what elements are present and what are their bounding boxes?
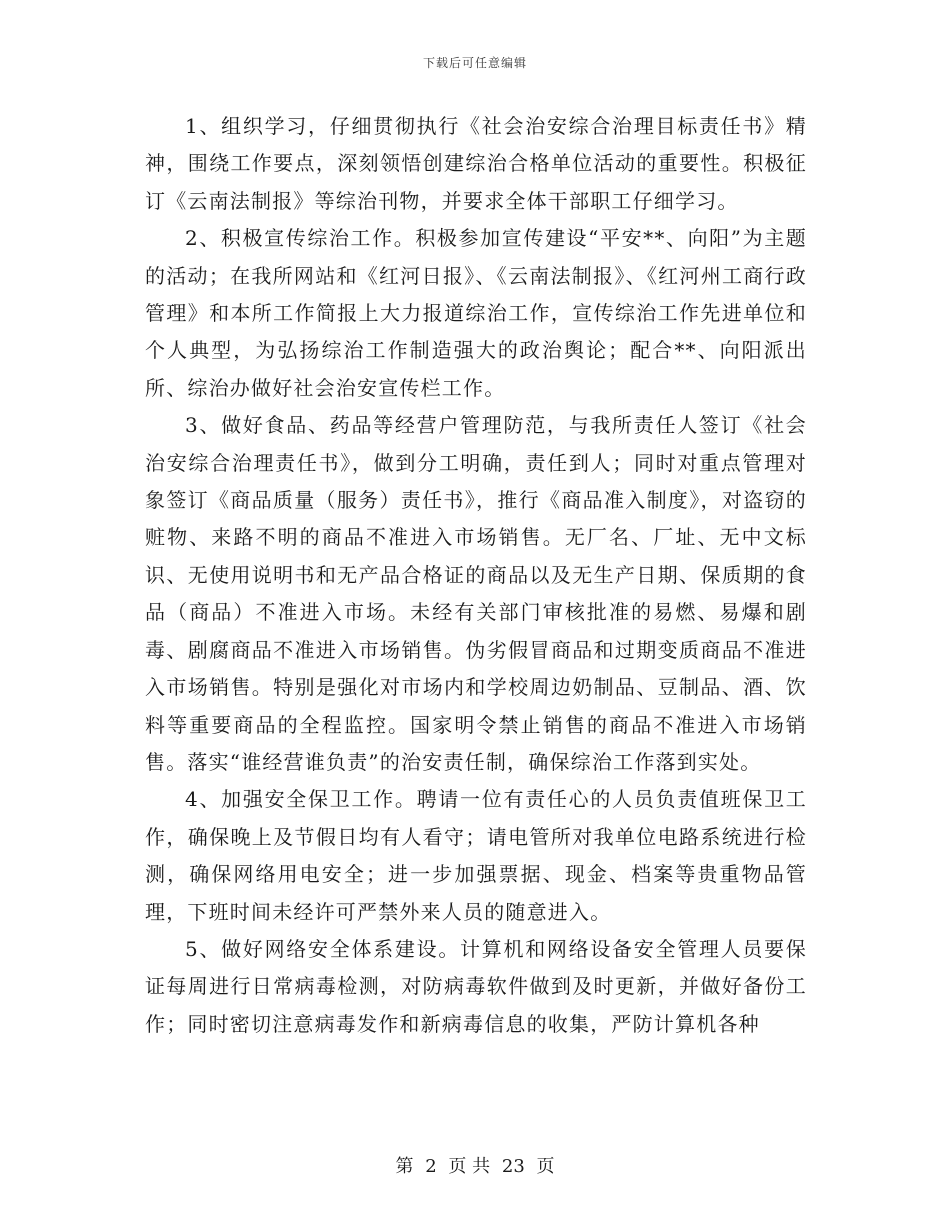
document-body [145, 108, 807, 1043]
paragraph-item-3: 3、做好食品、药品等经营户管理防范，与我所责任人签订《社会治安综合治理责任书》，做到分工明确，责任到人；同时对重点管理对象签订《商品质量（服务）责任书》，推行《商品准入制度》，对盗窃的赃物、来路不明的商品不准进入市场销售。无厂名、厂址、无中文标识、无使用说明书和无产品合格证的商品以及无生产日期、保质期的食品（商品）不准进入市场。未经有关部门审核批准的易燃、易爆和剧毒、剧腐商品不准进入市场销售。伪劣假冒商品和过期变质商品不准进入市场销售。特别是强化对市场内和学校周边奶制品、豆制品、酒、饮料等重要商品的全程监控。国家明令禁止销售的商品不准进入市场销售。落实“谁经营谁负责”的治安责任制，确保综治工作落到实处。 [145, 413, 807, 774]
footer-mid: 页 共 [448, 1156, 491, 1177]
page-header-note: 下载后可任意编辑 [422, 56, 527, 70]
total-page-count: 23 [501, 1156, 525, 1177]
page-footer [0, 1152, 950, 1178]
paragraph-item-4: 4、加强安全保卫工作。聘请一位有责任心的人员负责值班保卫工作，确保晚上及节假日均有人看守；请电管所对我单位电路系统进行检测，确保网络用电安全；进一步加强票据、现金、档案等贵重物品管理，下班时间未经许可严禁外来人员的随意进入。 [145, 787, 807, 924]
paragraph-item-1: 1、组织学习，仔细贯彻执行《社会治安综合治理目标责任书》精神，围绕工作要点，深刻领悟创建综治合格单位活动的重要性。积极征订《云南法制报》等综治刊物，并要求全体干部职工仔细学习。 [145, 114, 807, 213]
paragraph-item-5: 5、做好网络安全体系建设。计算机和网络设备安全管理人员要保证每周进行日常病毒检测，对防病毒软件做到及时更新，并做好备份工作；同时密切注意病毒发作和新病毒信息的收集，严防计算机各种 [145, 936, 807, 1036]
paragraph-item-2: 2、积极宣传综治工作。积极参加宣传建设“平安**、向阳”为主题的活动；在我所网站和《红河日报》、《云南法制报》、《红河州工商行政管理》和本所工作简报上大力报道综治工作，宣传综治工作先进单位和个人典型，为弘扬综治工作制造强大的政治舆论；配合**、向阳派出所、综治办做好社会治安宣传栏工作。 [145, 226, 807, 400]
footer-suffix: 页 [536, 1156, 555, 1177]
current-page-number: 2 [425, 1156, 437, 1177]
footer-prefix: 第 [395, 1156, 414, 1177]
